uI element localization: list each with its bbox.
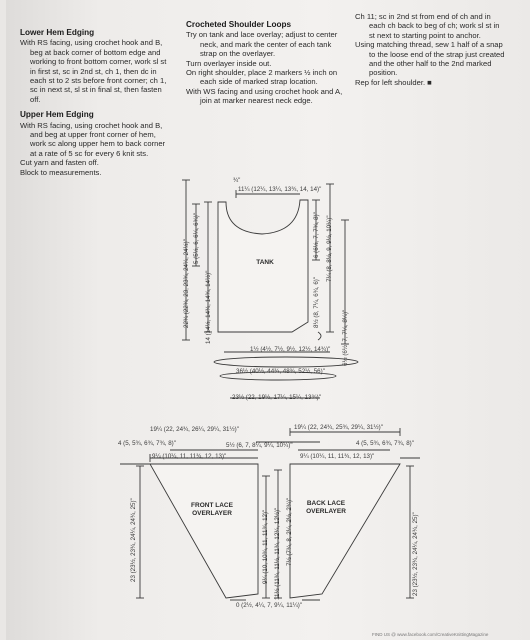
back-neck: 5½ (6, 7, 8¼, 9¼, 10¼)" [226, 442, 293, 449]
tank-left-upper: 5 (5½, 6, 6¼, 6¾)" [193, 212, 200, 264]
front-right-a: 9¼ (10, 10¾, 11, 11¾, 12)" [262, 509, 269, 584]
tank-bottom-large: 23½ (22, 19½, 17¼, 15¼, 13¾)" [232, 394, 321, 401]
back-overlay-label [300, 500, 352, 516]
block-text: Block to measurements. [20, 167, 102, 177]
tank-top-width: 11¼ (12¼, 13¼, 13¾, 14, 14)" [238, 186, 322, 193]
page-footer: FIND US @ www.facebook.com/CreativeKnittingMagazine [372, 632, 489, 637]
back-top-inner: 9¼ (10¼, 11, 11¾, 12, 13)" [300, 453, 375, 460]
tank-bottom-small: 1½ (4½, 7½, 9½, 12½, 14¾)" [250, 346, 331, 353]
upper-hem-heading: Upper Hem Edging [20, 110, 94, 120]
upper-hem-text: With RS facing, using crochet hook and B, and beg at upper front corner of hem, work sc along upper hem to back corner at a rate of 5 sc for every 6 knit sts. [20, 120, 166, 158]
tank-left-full: 22¾ (22¾, 23, 23¾, 24¼, 24½)" [183, 239, 190, 328]
col3-line-1: Ch 11; sc in 2nd st from end of ch and in each ch back to beg of ch; work sl st in st next to starting point to anchor. [355, 12, 500, 40]
shoulder-line-2: Turn overlayer inside out. [186, 58, 272, 68]
lower-hem-heading: Lower Hem Edging [20, 28, 95, 37]
tank-right-bottom: 6½ (6½, 7, 7¼, 8¼)" [342, 309, 349, 366]
shoulder-loops-heading: Crocheted Shoulder Loops [186, 20, 292, 29]
col3-line-3: Rep for left shoulder. ■ [355, 77, 432, 87]
cut-yarn-text: Cut yarn and fasten off. [20, 158, 99, 168]
front-right-b: 11½ (11¾, 11½, 11¾, 12¼, 12½)" [274, 507, 281, 600]
front-top-inner: 9¼ (10¼, 11, 11¾, 12, 13)" [152, 453, 227, 460]
front-top-left: 4 (5, 5¾, 6¾, 7¾, 8)" [118, 440, 176, 447]
tank-right-lower: 8½ (8, 7¼, 6¾, 6)" [313, 276, 320, 328]
back-overlay-label-text: BACK LACE OVERLAYER [306, 500, 346, 515]
front-left-height: 23 (23½, 23¾, 24¼, 24¾, 25)" [130, 498, 137, 582]
tank-bottom-mid: 36½ (40½, 44¾, 48¾, 52½, 56)" [236, 368, 325, 375]
tank-label: TANK [256, 259, 274, 266]
tank-strap-height: ¾" [233, 177, 241, 184]
tank-left-total: 14 (14½, 14¾, 14¾, 14½)" [205, 270, 212, 344]
lower-hem-text: With RS facing, using crochet hook and B, beg at back corner of bottom edge and working to front bottom corner, work sl st in first st, sc in 2nd st, ch 1, then dc in each st to 2 sts before front corner; ch 1, sc in next st, sl st in final st, then fasten off. [20, 38, 167, 104]
back-top-right: 4 (5, 5¾, 6¾, 7¾, 8)" [356, 440, 414, 447]
tank-right-mid: 7¼ (8, 8½, 9, 9½, 10¼)" [326, 215, 333, 282]
back-top-width: 19¼ (22, 24¾, 25¾, 29¼, 31½)" [294, 424, 383, 431]
shoulder-line-1: Try on tank and lace overlay; adjust to center neck, and mark the center of each tank strap on the overlayer. [186, 30, 338, 59]
front-overlay-label-text: FRONT LACE OVERLAYER [191, 502, 233, 517]
tank-right-upper: 6 (6½, 7, 7¾, 8)" [313, 212, 320, 258]
back-left-a: 7½ (7¾, 8, 2¼, 2½, 2¾)" [286, 497, 293, 566]
back-right-height: 23 (23½, 23¾, 24¼, 24¾, 25)" [412, 512, 419, 596]
back-bottom: 0 (2½, 4¼, 7, 9¼, 11¼)" [236, 602, 303, 609]
col3-line-2: Using matching thread, sew 1 half of a snap to the loose end of the strap just created and the other half to the 2nd marked position. [355, 40, 505, 78]
shoulder-line-3: On right shoulder, place 2 markers ½ inch on each side of marked strap location. [186, 68, 338, 87]
front-top-width: 19¼ (22, 24¾, 26¼, 29¼, 31½)" [150, 426, 239, 433]
shoulder-line-4: With WS facing and using crochet hook and A, join at marker nearest neck edge. [186, 86, 343, 106]
front-overlay-label [186, 502, 238, 518]
